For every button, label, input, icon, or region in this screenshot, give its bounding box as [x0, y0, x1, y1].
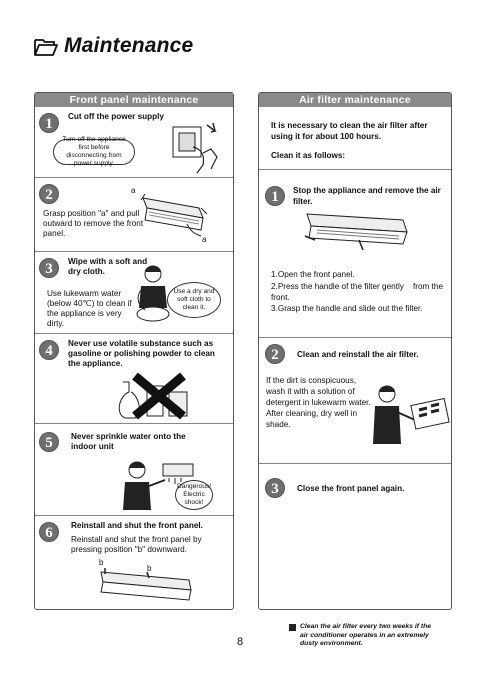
filter-step-line-3: 3.Grasp the handle and slide out the filter.: [271, 304, 423, 313]
front-step-1: [35, 107, 233, 177]
front-step-2: [35, 177, 233, 251]
step-text: Use lukewarm water (below 40℃) to clean if the appliance is very dirty.: [47, 289, 132, 328]
step-heading: Never use volatile substance such as gasoline or polishing powder to clean the appliance.: [68, 339, 215, 368]
note-marker-icon: [289, 624, 296, 631]
position-b-label: b: [99, 558, 104, 567]
filter-step-3: [259, 463, 451, 647]
note-text: Clean the air filter every two weeks if the air conditioner operates in an extremely dusty environment.: [300, 623, 432, 647]
step-text: Grasp position "a" and pull outward to remove the front panel.: [43, 209, 144, 238]
person-cleaning-filter-illustration: [371, 384, 451, 448]
step-heading: Wipe with a soft and dry cloth.: [68, 257, 148, 276]
bubble-text: Turn off the appliance first before disconnecting from power supply.: [62, 136, 126, 167]
step-heading: Close the front panel again.: [297, 484, 405, 493]
folder-icon: [34, 37, 58, 56]
indoor-unit-closed-illustration: [99, 566, 195, 602]
step-badge: 5: [39, 432, 59, 452]
speech-bubble: [53, 136, 135, 167]
air-filter-intro: It is necessary to clean the air filter after using it for about 100 hours.: [271, 121, 428, 141]
position-a-label: a: [131, 186, 136, 195]
speech-bubble: [175, 480, 213, 510]
position-a-label-2: a: [202, 235, 207, 244]
indoor-unit-open-illustration: [139, 188, 211, 242]
page-title: Maintenance: [64, 34, 194, 57]
step-badge: 4: [39, 340, 59, 360]
front-step-5: [35, 423, 233, 515]
power-outlet-icon: [167, 119, 227, 175]
step-heading: Reinstall and shut the front panel.: [71, 521, 203, 530]
filter-step-2: [259, 337, 451, 463]
prohibited-substances-illustration: [113, 370, 191, 420]
step-text: If the dirt is conspicuous, wash it with a solution of detergent in lukewarm water. After cleaning, dry well in shade.: [266, 376, 371, 429]
step-text: Reinstall and shut the front panel by pressing position "b" downward.: [71, 535, 202, 554]
filter-step-line-2: 2.Press the handle of the filter gently from the front.: [271, 282, 446, 302]
step-badge: 1: [39, 113, 59, 133]
step-heading: Cut off the power supply: [68, 112, 164, 121]
air-filter-header: Air filter maintenance: [259, 93, 451, 107]
step-heading: Stop the appliance and remove the air filter.: [293, 186, 441, 206]
step-heading: Never sprinkle water onto the indoor unit: [71, 432, 186, 451]
air-filter-maintenance-section: [258, 92, 452, 647]
step-heading: Clean and reinstall the air filter.: [297, 350, 419, 359]
front-panel-maintenance-section: [34, 92, 234, 610]
filter-step-line-1: 1.Open the front panel.: [271, 270, 355, 279]
bubble-text: Use a dry and soft cloth to clean it.: [173, 288, 215, 311]
air-filter-intro-2: Clean it as follows:: [271, 151, 346, 160]
front-step-3: [35, 251, 233, 333]
position-b-label-2: b: [147, 564, 152, 573]
step-badge: 3: [265, 478, 285, 498]
front-step-6: [35, 515, 233, 610]
page-title-block: [34, 34, 193, 58]
speech-bubble: [167, 282, 221, 318]
page-number: 8: [236, 636, 244, 648]
step-badge: 1: [265, 186, 285, 206]
filter-removal-illustration: [303, 210, 411, 254]
front-step-4: [35, 333, 233, 423]
front-panel-header: Front panel maintenance: [35, 93, 233, 107]
step-badge: 3: [39, 258, 59, 278]
filter-step-1: [259, 169, 451, 337]
step-badge: 2: [265, 344, 285, 364]
bubble-text: Dangerous! Electric shock!: [176, 483, 212, 506]
step-badge: 2: [39, 184, 59, 204]
step-badge: 6: [39, 522, 59, 542]
